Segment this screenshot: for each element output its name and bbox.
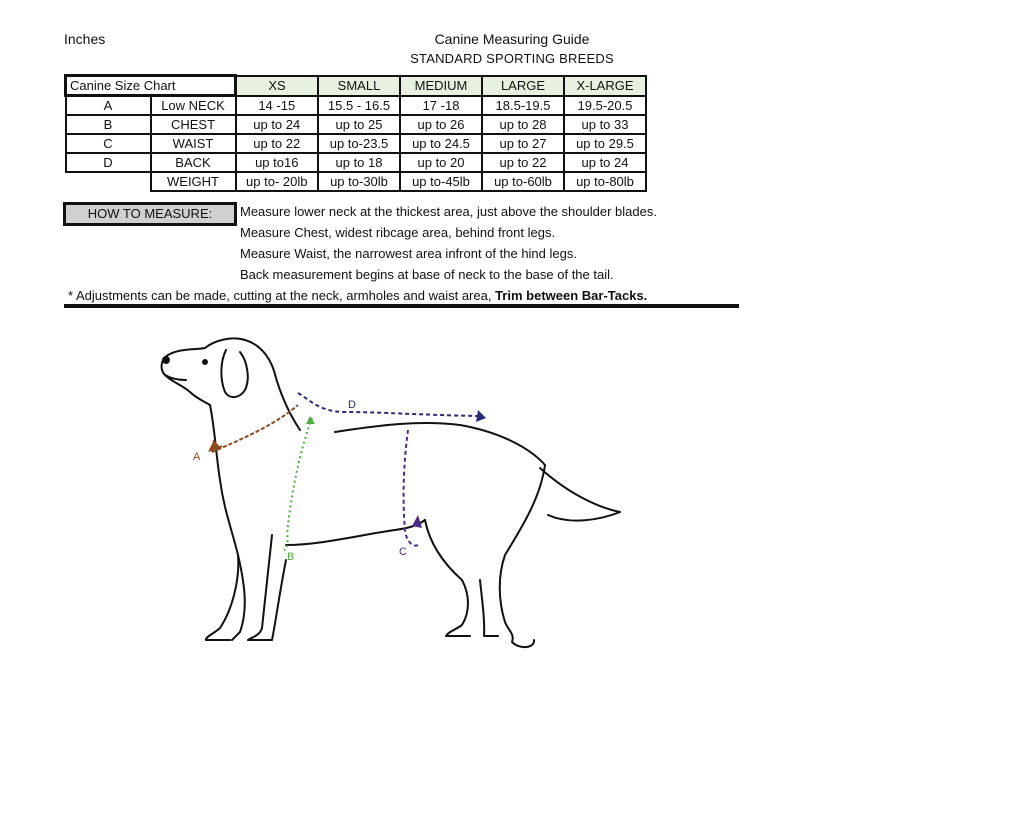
table-cell: up to-23.5	[318, 134, 400, 153]
chest-measure-line	[284, 416, 315, 550]
size-header: MEDIUM	[400, 76, 482, 96]
table-cell: 14 -15	[236, 96, 319, 116]
label-c: C	[399, 546, 407, 558]
table-cell: up to 27	[482, 134, 564, 153]
table-cell: up to 33	[564, 115, 646, 134]
table-cell: up to 25	[318, 115, 400, 134]
table-cell: up to 22	[236, 134, 319, 153]
row-code: D	[66, 153, 151, 172]
row-code: B	[66, 115, 151, 134]
table-cell: up to 28	[482, 115, 564, 134]
table-cell: 18.5-19.5	[482, 96, 564, 116]
arrow-icon	[306, 416, 315, 424]
table-cell: up to 24.5	[400, 134, 482, 153]
table-cell: up to 18	[318, 153, 400, 172]
table-cell: up to-60lb	[482, 172, 564, 191]
table-cell: up to 20	[400, 153, 482, 172]
row-code: A	[66, 96, 151, 116]
row-code: C	[66, 134, 151, 153]
note-text: * Adjustments can be made, cutting at the neck, armholes and waist area,	[68, 288, 496, 303]
how-to-measure-label: HOW TO MEASURE:	[63, 202, 237, 226]
label-d: D	[348, 399, 356, 411]
row-label: WAIST	[151, 134, 236, 153]
size-header: XS	[236, 76, 319, 96]
row-label: Low NECK	[151, 96, 236, 116]
table-cell: up to 29.5	[564, 134, 646, 153]
table-cell: 19.5-20.5	[564, 96, 646, 116]
units-label: Inches	[64, 31, 106, 47]
table-corner-label: Canine Size Chart	[66, 76, 236, 96]
size-header: LARGE	[482, 76, 564, 96]
dog-outline	[162, 338, 620, 647]
instruction-line: Measure Chest, widest ribcage area, behind front legs.	[240, 225, 556, 240]
row-label: WEIGHT	[151, 172, 236, 191]
table-cell: up to 26	[400, 115, 482, 134]
row-label: CHEST	[151, 115, 236, 134]
arrow-icon	[412, 515, 422, 528]
label-a: A	[193, 451, 201, 463]
note-bold-text: Trim between Bar-Tacks.	[495, 288, 648, 303]
table-cell: up to 24	[236, 115, 319, 134]
page-subtitle: STANDARD SPORTING BREEDS	[410, 51, 614, 66]
table-cell: up to-45lb	[400, 172, 482, 191]
table-cell: 17 -18	[400, 96, 482, 116]
back-measure-line	[298, 393, 486, 422]
table-cell: up to- 20lb	[236, 172, 319, 191]
table-cell: up to-80lb	[564, 172, 646, 191]
table-cell: up to 22	[482, 153, 564, 172]
table-cell: up to-30lb	[318, 172, 400, 191]
neck-measure-line	[208, 405, 298, 452]
instruction-line: Back measurement begins at base of neck to the base of the tail.	[240, 267, 614, 282]
page-title: Canine Measuring Guide	[434, 31, 590, 47]
instruction-line: Measure lower neck at the thickest area, just above the shoulder blades.	[240, 204, 657, 219]
table-cell: up to 24	[564, 153, 646, 172]
size-header: SMALL	[318, 76, 400, 96]
row-label: BACK	[151, 153, 236, 172]
arrow-icon	[476, 410, 486, 422]
label-b: B	[287, 551, 295, 563]
instruction-line: Measure Waist, the narrowest area infront of the hind legs.	[240, 246, 577, 261]
table-cell: up to16	[236, 153, 319, 172]
table-cell: 15.5 - 16.5	[318, 96, 400, 116]
size-header: X-LARGE	[564, 76, 646, 96]
